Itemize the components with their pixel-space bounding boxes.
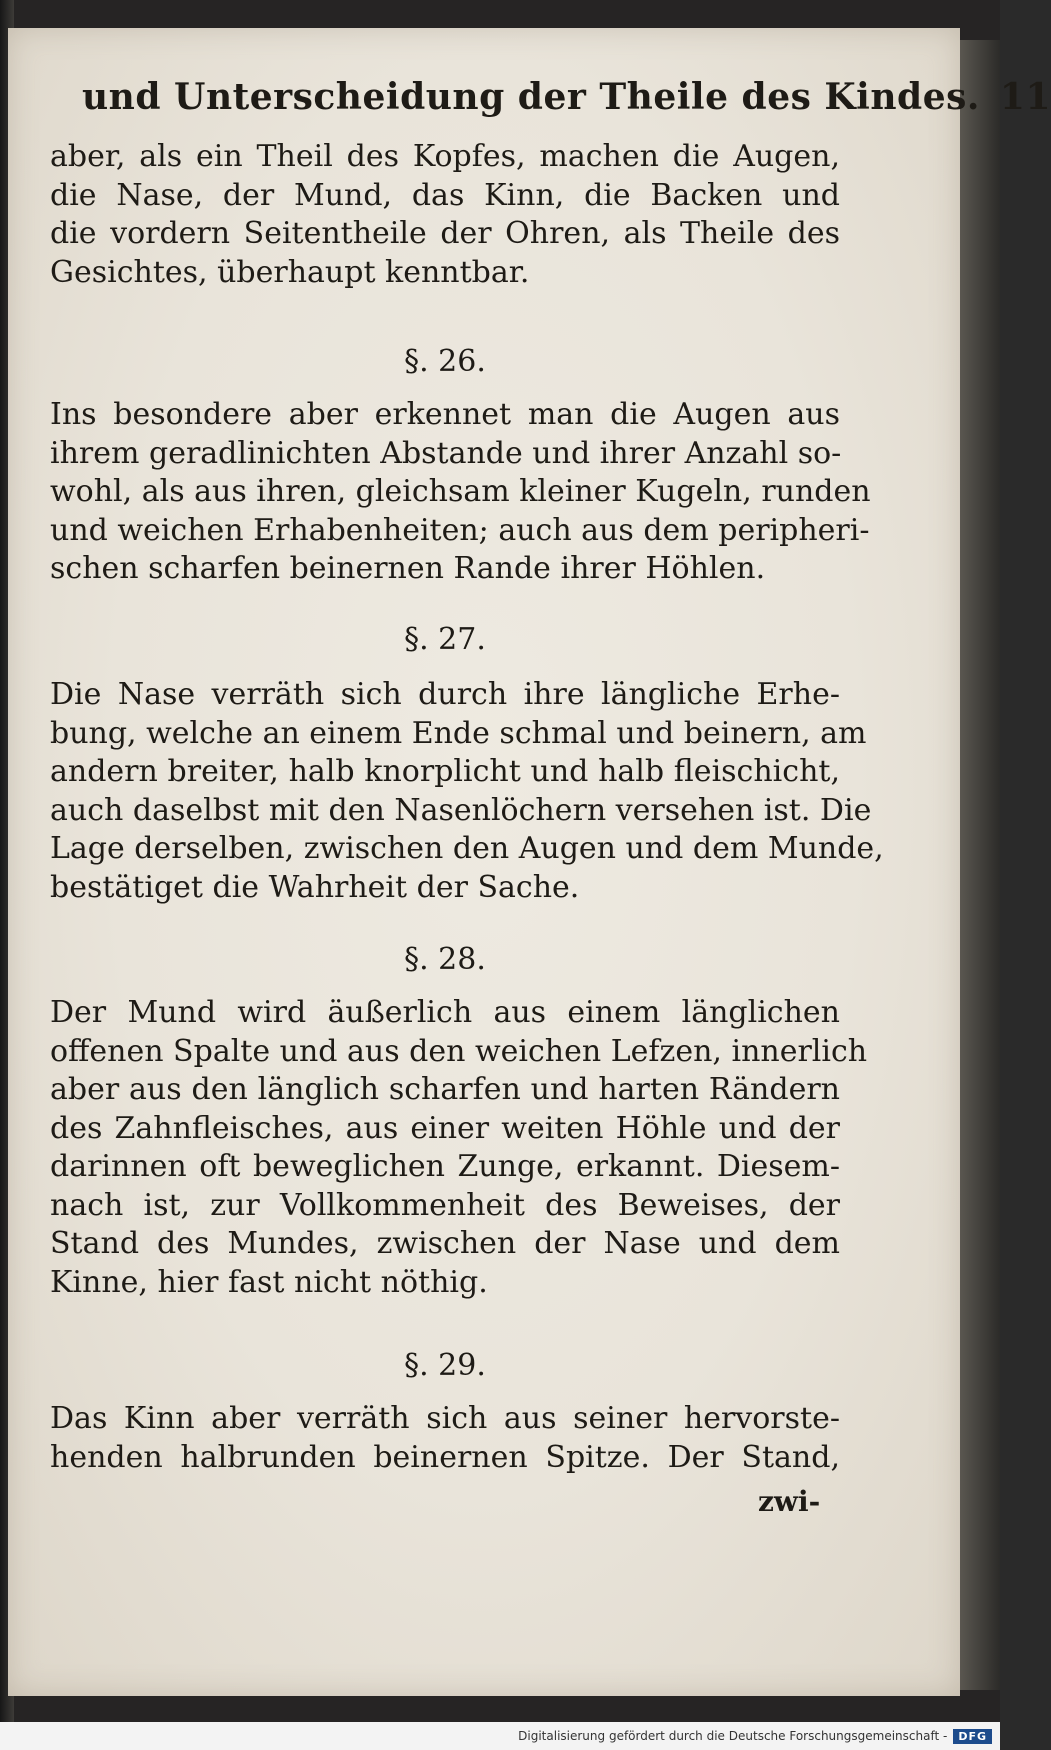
text-line: andern breiter, halb knorplicht und halb fleischicht, [50, 754, 840, 789]
text-line: Lage derselben, zwischen den Augen und dem Munde, [50, 831, 884, 866]
dfg-logo: DFG [953, 1729, 992, 1744]
text-line: Die Nase verräth sich durch ihre längliche Erhe- [50, 677, 840, 712]
text-line: Stand des Mundes, zwischen der Nase und dem [50, 1226, 840, 1261]
page-number: 11 [999, 76, 1051, 118]
text-line: darinnen oft beweglichen Zunge, erkannt. Diesem- [50, 1149, 840, 1184]
text-line: des Zahnfleisches, aus einer weiten Höhle und der [50, 1110, 840, 1146]
section-heading-27: §. 27. [404, 622, 486, 657]
text-line: Gesichtes, überhaupt kenntbar. [50, 254, 530, 290]
paragraph-28 [50, 994, 868, 1302]
paragraph-26 [50, 396, 871, 589]
text-line: die vordern Seitentheile der Ohren, als Theile des [50, 216, 840, 251]
text-line: die Nase, der Mund, das Kinn, die Backen und [50, 177, 840, 213]
text-line: bung, welche an einem Ende schmal und beinern, am [50, 715, 867, 751]
text-line: Das Kinn aber verräth sich aus seiner hervorste- [50, 1401, 840, 1436]
text-line: auch daselbst mit den Nasenlöchern versehen ist. Die [50, 792, 872, 828]
text-line: Der Mund wird äußerlich aus einem länglichen [50, 995, 840, 1030]
credit-text: Digitalisierung gefördert durch die Deutsche Forschungsgemeinschaft - [518, 1729, 948, 1743]
text-line: nach ist, zur Vollkommenheit des Beweises, der [50, 1187, 840, 1223]
section-heading-29: §. 29. [404, 1348, 486, 1383]
paragraph-intro [50, 138, 840, 292]
text-line: wohl, als aus ihren, gleichsam kleiner Kugeln, runden [50, 474, 871, 509]
running-title: und Unterscheidung der Theile des Kindes. [82, 76, 980, 118]
running-header [82, 76, 1051, 118]
text-line: Ins besondere aber erkennet man die Augen aus [50, 397, 840, 432]
text-line: schen scharfen beinernen Rande ihrer Höhlen. [50, 551, 766, 586]
text-line: bestätiget die Wahrheit der Sache. [50, 869, 580, 905]
digitization-credit [0, 1722, 1000, 1750]
text-line: aber aus den länglich scharfen und harten Rändern [50, 1072, 840, 1107]
text-line: henden halbrunden beinernen Spitze. Der Stand, [50, 1439, 840, 1475]
text-line: offenen Spalte und aus den weichen Lefzen, innerlich [50, 1033, 868, 1069]
text-line: und weichen Erhabenheiten; auch aus dem peripheri- [50, 512, 870, 548]
catchword: zwi- [758, 1485, 821, 1518]
paragraph-29 [50, 1400, 840, 1477]
text-line: ihrem geradlinichten Abstande und ihrer Anzahl so- [50, 435, 842, 471]
book-spine [960, 40, 1000, 1690]
text-line: Kinne, hier fast nicht nöthig. [50, 1264, 488, 1300]
paragraph-27 [50, 676, 884, 907]
section-heading-26: §. 26. [404, 344, 486, 379]
text-line: aber, als ein Theil des Kopfes, machen die Augen, [50, 139, 840, 174]
section-heading-28: §. 28. [404, 942, 486, 977]
